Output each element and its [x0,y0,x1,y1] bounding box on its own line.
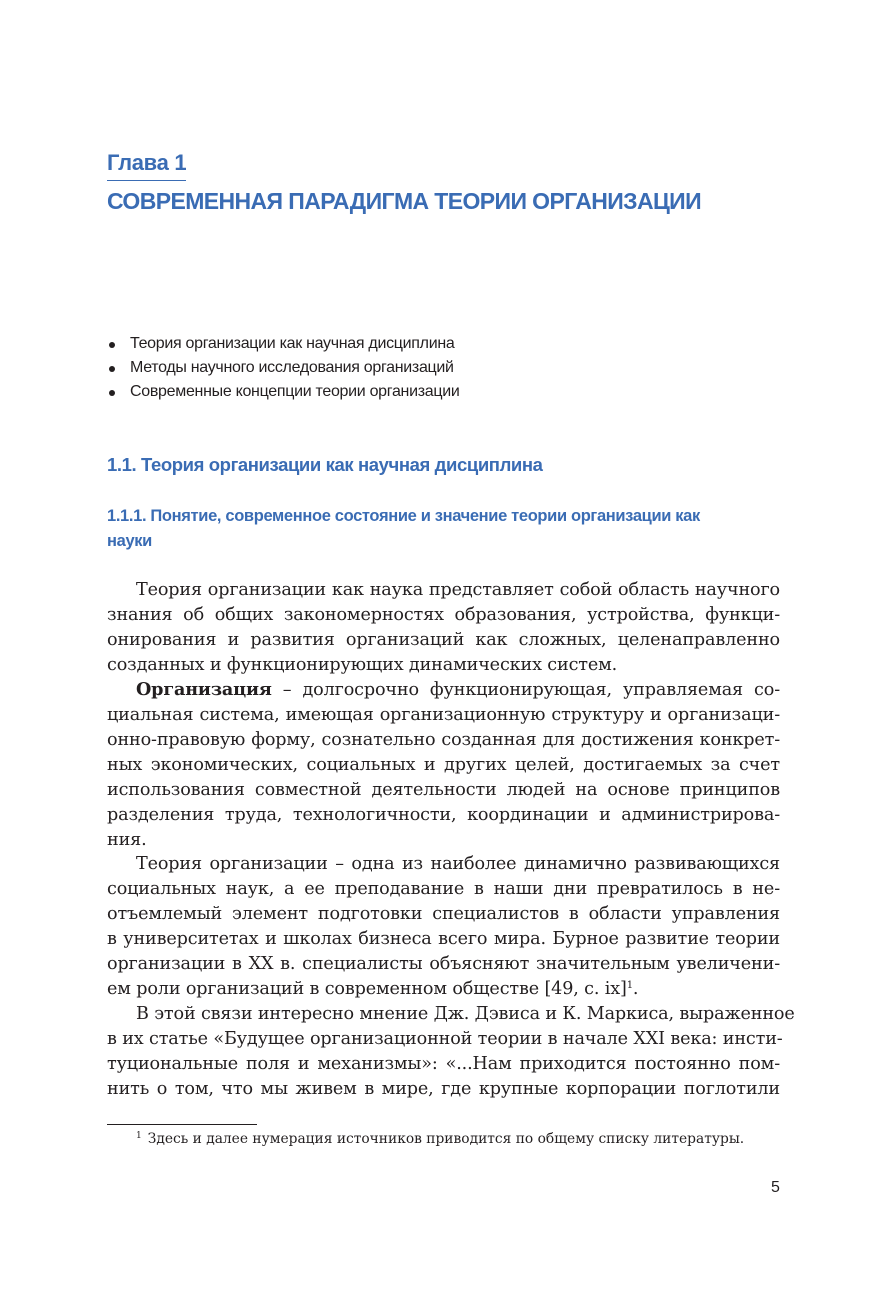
footnote-reference[interactable]: 1 [626,980,633,992]
body-text [107,578,795,1102]
text-line: разделения труда, технологичности, координации и администрирова- [107,804,780,825]
text-line: использования совместной деятельности людей на основе принципов [107,779,780,800]
text-run: . [632,979,639,1000]
subsection-heading: 1.1.1. Понятие, современное состояние и значение теории организации как науки [107,507,700,550]
text-line: знания об общих закономерностях образования, устройства, функци- [107,604,780,625]
text-line: в университетах и школах бизнеса всего мира. Бурное развитие теории [107,929,780,950]
text-line: онирования и развития организаций как сложных, целенаправленно [107,629,780,650]
page-number: 5 [771,1179,780,1196]
text-line: созданных и функционирующих динамических систем. [107,654,618,675]
contents-item: Теория организации как научная дисциплина [107,332,460,356]
text-line: Теория организации как наука представляет собой область научного [136,580,780,600]
paragraph-2 [107,678,780,853]
text-line: в их статье «Будущее организационной теории в начале XXI века: инсти- [107,1029,783,1050]
text-line: ния. [107,829,147,850]
text-line [107,678,780,703]
paragraph-1 [107,578,780,678]
text-line: онно-правовую форму, сознательно созданная для достижения конкрет- [107,729,780,750]
text-line: социальных наук, а ее преподавание в наши дни превратилось в не- [107,879,780,900]
paragraph-3 [107,852,780,1002]
section-heading: 1.1. Теория организации как научная дисциплина [107,454,543,475]
chapter-title: СОВРЕМЕННАЯ ПАРАДИГМА ТЕОРИИ ОРГАНИЗАЦИИ [107,188,702,214]
text-line: ных экономических, социальных и других целей, достигаемых за счет [107,754,780,775]
contents-item: Современные концепции теории организации [107,380,460,404]
text-line: отъемлемый элемент подготовки специалистов в области управления [107,904,780,925]
defined-term: Организация [136,678,272,700]
paragraph-4 [107,1002,795,1102]
footnote-divider [107,1124,257,1125]
chapter-label: Глава 1 [107,150,186,181]
footnote-text: Здесь и далее нумерация источников приводится по общему списку литературы. [147,1131,745,1147]
text-line: В этой связи интересно мнение Дж. Дэвиса и К. Маркиса, выраженное [136,1004,795,1025]
text-line: организации в XX в. специалисты объясняют значительным увеличени- [107,954,780,975]
text-run: ем роли организаций в современном обществе [49, с. ix] [107,979,627,1000]
text-line: Теория организации – одна из наиболее динамично развивающихся [136,854,780,875]
text-line: нить о том, что мы живем в мире, где крупные корпорации поглотили [107,1079,780,1100]
text-line: циальная система, имеющая организационную структуру и организаци- [107,704,780,725]
text-run: – долгосрочно функционирующая, управляемая со- [271,679,780,700]
text-line [107,977,780,1002]
contents-item: Методы научного исследования организаций [107,356,460,380]
footnote-number: 1 [136,1131,142,1141]
text-line: туциональные поля и механизмы»: «...Нам приходится постоянно пом- [107,1054,780,1075]
footnote [136,1129,744,1149]
chapter-contents-list [107,332,460,404]
